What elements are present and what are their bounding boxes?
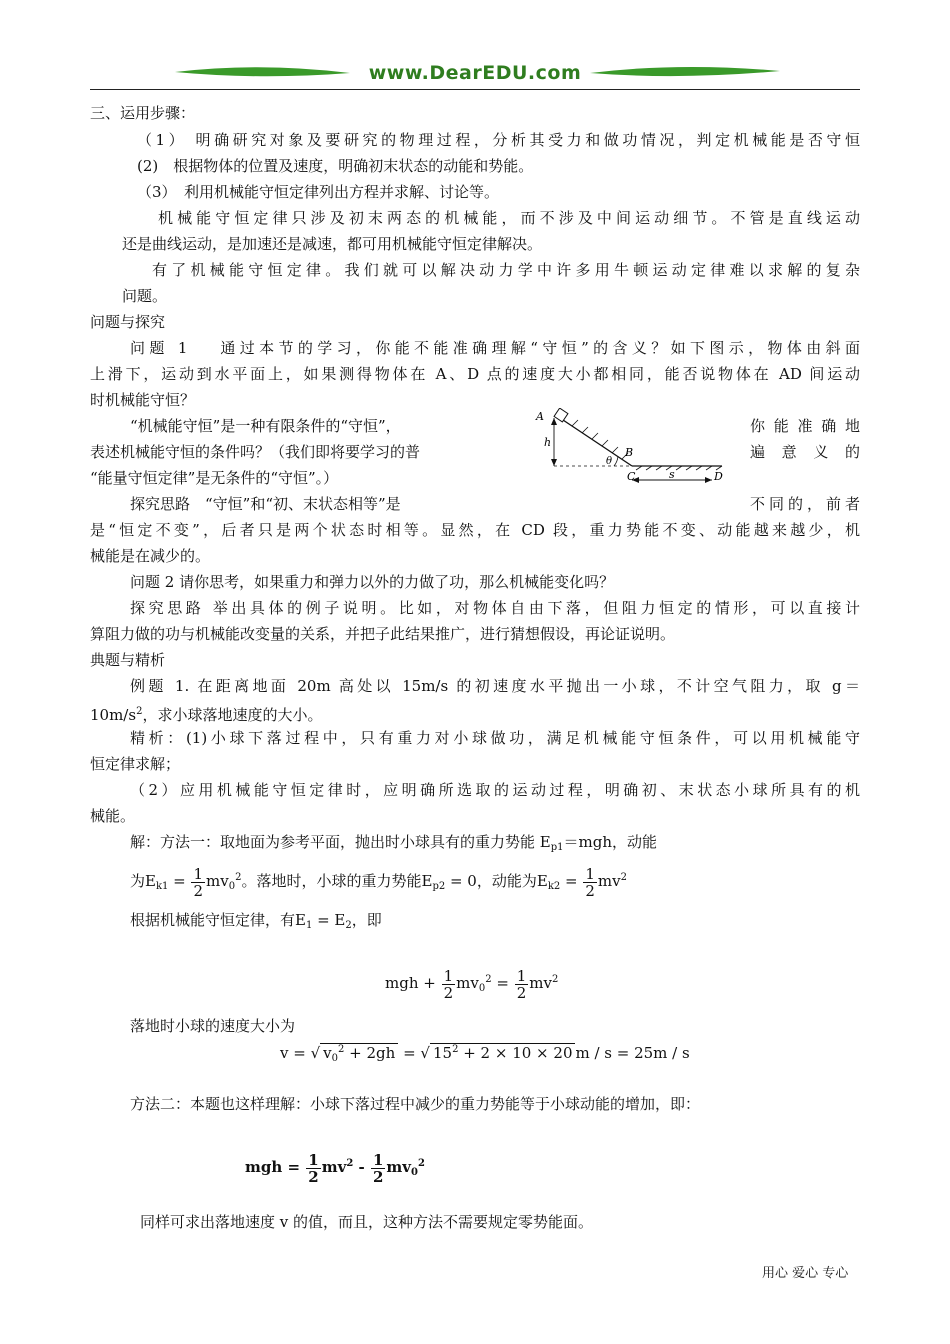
sqrt-symbol: √ bbox=[310, 1044, 321, 1062]
paragraph-line: 械能是在减少的。 bbox=[90, 547, 211, 565]
arrow-head bbox=[705, 477, 712, 483]
header-banner bbox=[90, 60, 860, 90]
text-run: = bbox=[560, 872, 583, 890]
step-1: （1） 明确研究对象及要研究的物理过程，分析其受力和做功情况，判定机械能是否守恒 bbox=[137, 131, 860, 149]
subscript: 0 bbox=[228, 881, 236, 892]
paragraph-line bbox=[90, 702, 860, 725]
subscript: p2 bbox=[432, 881, 446, 892]
label-a: A bbox=[536, 410, 544, 423]
paragraph-line: “机械能守恒”是一种有限条件的“守恒”， bbox=[130, 417, 401, 435]
text-run: mgh + bbox=[385, 974, 441, 992]
superscript: 2 bbox=[136, 706, 143, 717]
text-run: mv bbox=[386, 1158, 411, 1176]
subscript: k1 bbox=[155, 881, 169, 892]
formula-line bbox=[130, 910, 860, 936]
incline-figure bbox=[532, 408, 742, 490]
label-s: s bbox=[669, 468, 675, 481]
label-d: D bbox=[714, 470, 723, 483]
paragraph-line: 算阻力做的功与机械能改变量的关系，并把子此结果推广，进行猜想假设，再论证说明。 bbox=[90, 625, 676, 643]
label-c: C bbox=[627, 470, 636, 483]
text-run: 15 bbox=[432, 1044, 453, 1062]
incline-diagram bbox=[532, 408, 742, 490]
text-run: 为E bbox=[130, 872, 156, 890]
fraction: $\frac{1}{2}$ bbox=[372, 1150, 384, 1186]
label-theta: θ bbox=[606, 456, 613, 467]
paragraph-line: 问题。 bbox=[122, 287, 168, 305]
subscript: 0 bbox=[410, 1167, 418, 1178]
text-run: ＝mgh，动能 bbox=[563, 833, 657, 851]
text-run: 。落地时，小球的重力势能E bbox=[241, 872, 433, 890]
text-run: = E bbox=[312, 911, 346, 929]
incline-line bbox=[560, 418, 632, 466]
arrow-head bbox=[551, 418, 557, 425]
paragraph-line: 表述机械能守恒的条件吗？（我们即将要学习的普 bbox=[90, 443, 421, 461]
text-run: = bbox=[168, 872, 191, 890]
paragraph-line: （2）应用机械能守恒定律时，应明确所选取的运动过程，明确初、末状态小球所具有的机 bbox=[130, 781, 860, 799]
text-run: v bbox=[323, 1044, 332, 1062]
text-run: v = bbox=[280, 1044, 311, 1062]
text-run: mv bbox=[597, 872, 621, 890]
paragraph-line: 时机械能守恒？ bbox=[90, 391, 196, 409]
text-run: mv bbox=[206, 872, 229, 890]
paragraph-line: 是“恒定不变”，后者只是两个状态时相等。显然，在 CD 段，重力势能不变、动能越来越少，机 bbox=[90, 521, 860, 539]
paragraph-line: 机械能守恒定律只涉及初末两态的机械能，而不涉及中间运动细节。不管是直线运动 bbox=[158, 209, 860, 227]
text-run: = 0，动能为E bbox=[445, 872, 548, 890]
paragraph-line: 问题 2 请你思考，如果重力和弹力以外的力做了功，那么机械能变化吗？ bbox=[130, 573, 615, 591]
paragraph-line: 探究思路 “守恒”和“初、末状态相等”是 bbox=[130, 495, 401, 513]
text-run: 解：方法一：取地面为参考平面，抛出时小球具有的重力势能 E bbox=[130, 833, 551, 851]
paragraph-line: “能量守恒定律”是无条件的“守恒”。） bbox=[90, 469, 339, 487]
paragraph-line: 械能。 bbox=[90, 807, 136, 825]
paragraph-line bbox=[130, 832, 860, 858]
text-run: + 2gh bbox=[344, 1044, 396, 1062]
label-b: B bbox=[625, 446, 634, 459]
site-url: www.DearEDU.com bbox=[368, 62, 582, 84]
section-heading: 典题与精析 bbox=[90, 651, 166, 669]
footer-motto: 用心 爱心 专心 bbox=[762, 1266, 849, 1281]
equation-method-two bbox=[245, 1146, 425, 1191]
subscript: p1 bbox=[550, 842, 564, 853]
text-run: mgh = bbox=[245, 1158, 306, 1176]
paragraph-line: 问题 1 通过本节的学习，你能不能准确理解“守恒”的含义？如下图示，物体由斜面 bbox=[130, 339, 860, 357]
section-heading: 问题与探究 bbox=[90, 313, 166, 331]
text-run: 10m/s bbox=[90, 706, 137, 724]
superscript: 2 bbox=[452, 1044, 459, 1055]
text-run: mv bbox=[529, 974, 552, 992]
paragraph-line: 方法二：本题也这样理解：小球下落过程中减少的重力势能等于小球动能的增加，即： bbox=[130, 1095, 701, 1113]
text-run: ，求小球落地速度的大小。 bbox=[142, 706, 323, 724]
paragraph-line: 还是曲线运动，是加速还是减速，都可用机械能守恒定律解决。 bbox=[122, 235, 543, 253]
text-run: mv bbox=[321, 1158, 347, 1176]
paragraph-line: 不同的，前者 bbox=[750, 495, 860, 513]
subscript: 0 bbox=[331, 1053, 339, 1064]
paragraph-line: 同样可求出落地速度 v 的值，而且，这种方法不需要规定零势能面。 bbox=[140, 1213, 594, 1231]
paragraph-line: 你能准确地 bbox=[750, 417, 860, 435]
paragraph-line: 有了机械能守恒定律。我们就可以解决动力学中许多用牛顿运动定律难以求解的复杂 bbox=[152, 261, 860, 279]
superscript: 2 bbox=[620, 872, 627, 883]
formula-line bbox=[130, 860, 860, 900]
paragraph-line: 上滑下，运动到水平面上，如果测得物体在 A、D 点的速度大小都相同，能否说物体在 AD 间运动 bbox=[90, 365, 860, 383]
label-h: h bbox=[544, 436, 552, 449]
superscript: 2 bbox=[235, 872, 242, 883]
angle-arc bbox=[614, 456, 618, 466]
arrow-head bbox=[551, 459, 557, 466]
fraction: $\frac{1}{2}$ bbox=[308, 1150, 319, 1186]
step-2: (2) 根据物体的位置及速度，明确初末状态的动能和势能。 bbox=[137, 157, 534, 175]
sqrt-symbol: √ bbox=[420, 1044, 430, 1062]
text-run: - bbox=[353, 1158, 370, 1176]
superscript: 2 bbox=[346, 1158, 354, 1169]
fraction: $\frac{1}{2}$ bbox=[443, 966, 454, 1002]
text-run: = bbox=[398, 1044, 421, 1062]
paragraph-line: 例题 1. 在距离地面 20m 高处以 15m/s 的初速度水平抛出一小球，不计空气阻力，取 g＝ bbox=[130, 677, 860, 695]
superscript: 2 bbox=[551, 974, 559, 985]
subscript: k2 bbox=[547, 881, 561, 892]
superscript: 2 bbox=[485, 974, 492, 985]
text-run: 根据机械能守恒定律，有E bbox=[130, 911, 306, 929]
fraction: $\frac{1}{2}$ bbox=[193, 864, 204, 900]
text-run: = bbox=[491, 974, 514, 992]
text-run: + 2 × 10 × 20 bbox=[458, 1044, 573, 1062]
section-heading: 三、运用步骤： bbox=[90, 104, 196, 122]
paragraph-line: 遍意义的 bbox=[750, 443, 860, 461]
paragraph-line: 恒定律求解； bbox=[90, 755, 181, 773]
radicand bbox=[320, 1043, 398, 1062]
subscript: 1 bbox=[305, 920, 313, 931]
superscript: 2 bbox=[338, 1044, 345, 1055]
text-run: ，即 bbox=[351, 911, 382, 929]
incline-hatching bbox=[572, 420, 628, 459]
radicand bbox=[430, 1043, 576, 1062]
text-run: m / s = 25m / s bbox=[575, 1044, 690, 1062]
subscript: 0 bbox=[478, 983, 486, 994]
paragraph-line: 落地时小球的速度大小为 bbox=[130, 1017, 296, 1035]
equation-velocity bbox=[280, 1044, 690, 1064]
step-3: （3） 利用机械能守恒定律列出方程并求解、讨论等。 bbox=[137, 183, 500, 201]
superscript: 2 bbox=[417, 1158, 425, 1169]
text-run: mv bbox=[456, 974, 479, 992]
fraction: $\frac{1}{2}$ bbox=[516, 966, 527, 1002]
paragraph-line: 精析：(1)小球下落过程中，只有重力对小球做功，满足机械能守恒条件，可以用机械能守 bbox=[130, 729, 860, 747]
paragraph-line: 探究思路 举出具体的例子说明。比如，对物体自由下落，但阻力恒定的情形，可以直接计 bbox=[130, 599, 860, 617]
equation-energy bbox=[385, 962, 558, 1007]
block bbox=[554, 408, 568, 422]
fraction: $\frac{1}{2}$ bbox=[585, 864, 595, 900]
header-rule bbox=[90, 89, 860, 90]
subscript: 2 bbox=[345, 920, 352, 931]
